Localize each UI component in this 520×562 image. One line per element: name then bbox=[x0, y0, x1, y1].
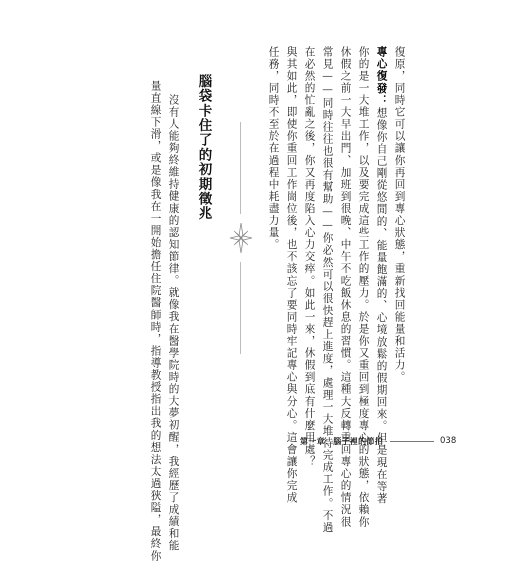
body-line: 沒有人能夠終維持健康的認知節律。就像我在醫學院時的大夢初醒，我經歷了成績和能 bbox=[167, 94, 180, 552]
chapter-label: 第一章：腦子裡的節拍 bbox=[300, 436, 383, 446]
body-line: 想像你自己剛從悠閒的、能量飽滿的、心境放鬆的假期回來。但是現在等著 bbox=[375, 107, 388, 505]
body-line: 量直線下滑，或是像我在一開始擔任住院醫師時，指導教授指出我的想法太過狹隘，最終你 bbox=[149, 80, 162, 562]
body-line: 任務，同時不至於在過程中耗盡力量。 bbox=[267, 46, 280, 251]
section-heading: 腦袋卡住了的初期徵兆 bbox=[195, 74, 212, 221]
body-line: 常見——同時往往也很有幫助——你必然可以很快趕上進度，處理一大堆待完成工作。不過 bbox=[321, 46, 334, 534]
divider-line-top bbox=[240, 122, 241, 214]
compass-star-icon bbox=[228, 222, 254, 254]
body-line: 休假之前一大早出門、加班到很晚、中午不吃飯休息的習慣。這種大反轉重回專心的情況很 bbox=[339, 46, 352, 528]
body-line: 在必然的忙亂之後，你又再度陷入心力交瘁。如此一來，休假到底有什麼用處？ bbox=[303, 46, 316, 468]
body-line: 復原，同時它可以讓你再回到專心狀態，重新找回能量和活力。 bbox=[393, 46, 406, 384]
footer-rule bbox=[390, 441, 434, 442]
page-footer bbox=[300, 434, 456, 448]
page-number: 038 bbox=[440, 436, 457, 446]
body-line: 你的是一大堆工作，以及要完成這些工作的壓力。於是你又重回到極度專心的狀態，依賴你 bbox=[357, 46, 370, 528]
paragraph-label: 專心復發： bbox=[375, 46, 388, 107]
divider-line-bottom bbox=[240, 262, 241, 354]
body-line: 與其如此，即使你重回工作崗位後，也不該忘了要同時牢記專心與分心。這會讓你完成 bbox=[285, 46, 298, 504]
